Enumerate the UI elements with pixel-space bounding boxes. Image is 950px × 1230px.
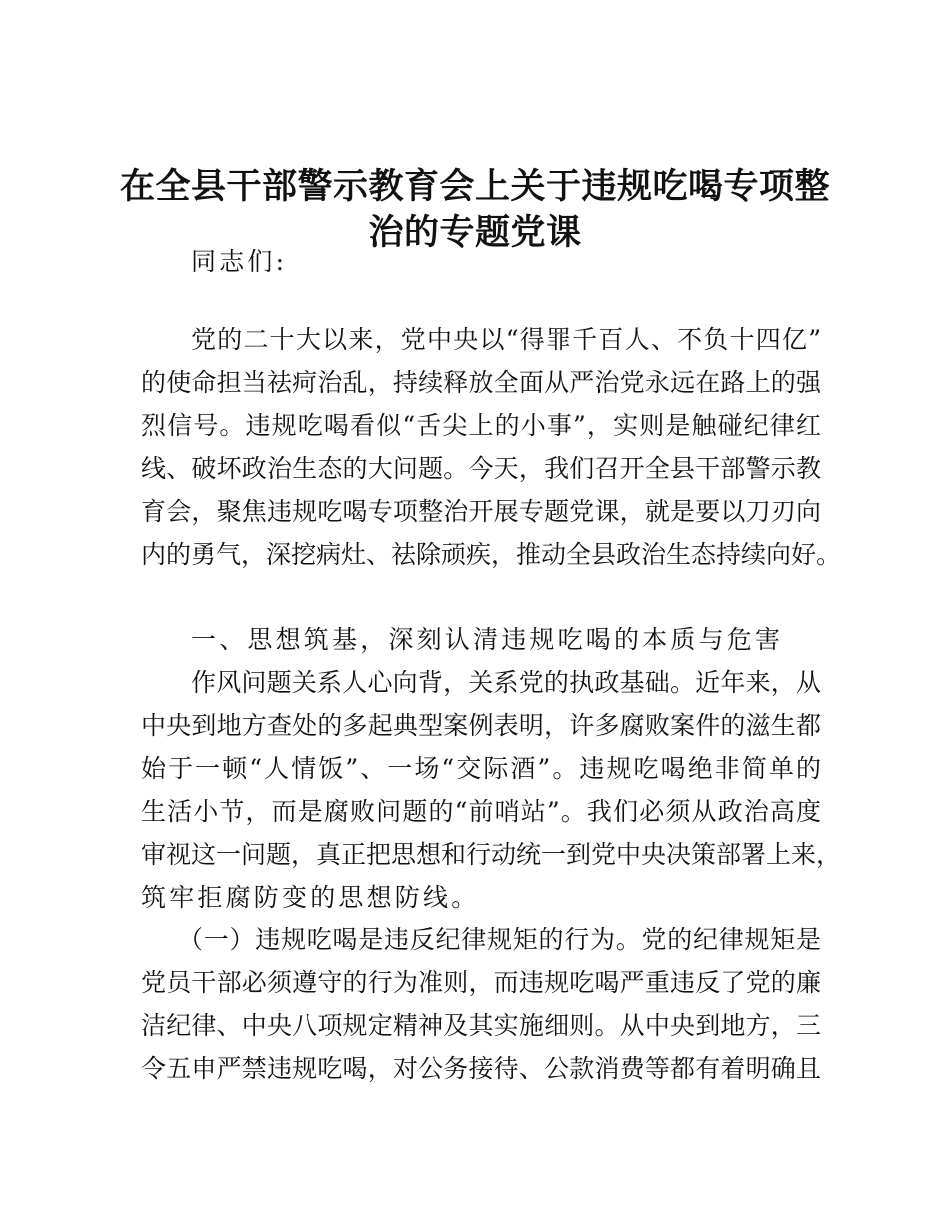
text-line: 党员干部必须遵守的行为准则，而违规吃喝严重违反了党的廉 [141,968,821,997]
text-line: 洁纪律、中央八项规定精神及其实施细则。从中央到地方，三 [141,1011,821,1040]
text-line: 筑牢拒腐防变的思想防线。 [141,883,480,912]
text-line: 审视这一问题，真正把思想和行动统一到党中央决策部署上来， [141,840,842,869]
text-line: 育会，聚焦违规吃喝专项整治开展专题党课，就是要以刀刃向 [141,497,821,526]
text-line: 内的勇气，深挖病灶、祛除顽疾，推动全县政治生态持续向好。 [141,540,842,569]
document-title-line-2: 治的专题党课 [368,213,582,253]
text-line: （一）违规吃喝是违反纪律规矩的行为。党的纪律规矩是 [178,925,821,954]
text-line: 党的二十大以来，党中央以“得罪千百人、不负十四亿” [191,325,821,354]
text-line: 始于一顿“人情饭”、一场“交际酒”。违规吃喝绝非简单的 [141,754,821,783]
text-line: 中央到地方查处的多起典型案例表明，许多腐败案件的滋生都 [141,711,821,740]
text-line: 令五申严禁违规吃喝，对公务接待、公款消费等都有着明确且 [141,1054,821,1083]
text-line: 线、破坏政治生态的大问题。今天，我们召开全县干部警示教 [141,454,821,483]
document-title-line-1: 在全县干部警示教育会上关于违规吃喝专项整 [119,167,830,207]
text-line: 作风问题关系人心向背，关系党的执政基础。近年来，从 [191,668,821,697]
text-line: 的使命担当祛疴治乱，持续释放全面从严治党永远在路上的强 [141,368,821,397]
salutation: 同志们: [191,247,288,276]
section-heading-1: 一、思想筑基，深刻认清违规吃喝的本质与危害 [191,625,784,654]
text-line: 烈信号。违规吃喝看似“舌尖上的小事”，实则是触碰纪律红 [141,411,821,440]
text-line: 生活小节，而是腐败问题的“前哨站”。我们必须从政治高度 [141,797,821,826]
